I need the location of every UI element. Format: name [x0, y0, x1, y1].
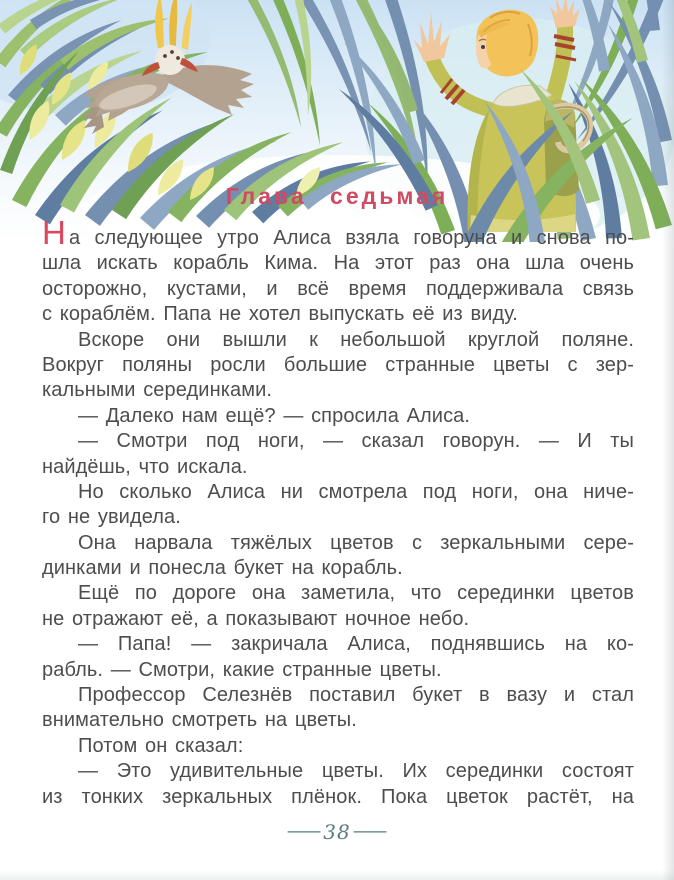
text-line: внимательно смотреть на цветы. [42, 709, 357, 732]
text-line: Потом он сказал: [78, 734, 244, 757]
text-line: На следующее утро Алиса взяла говоруна и снова по- [42, 214, 634, 251]
footer-dash-right: — [351, 818, 388, 842]
paragraph [42, 214, 634, 328]
paragraph [42, 531, 634, 582]
page-number: 38 [323, 820, 351, 844]
paragraph [42, 328, 634, 404]
chapter-title: Глава седьмая [225, 183, 449, 209]
text-line: из тонких зеркальных плёнок. Пока цветок растёт, на [42, 785, 634, 808]
text-line: — Папа! — закричала Алиса, поднявшись на ко- [78, 633, 634, 656]
text-line: шла искать корабль Кима. На этот раз она шла очень [42, 252, 634, 275]
text-line: динками и понесла букет на корабль. [42, 557, 403, 580]
text-line: с кораблём. Папа не хотел выпускать её из виду. [42, 303, 518, 326]
paragraph [42, 480, 634, 531]
text-line: найдёшь, что искала. [42, 455, 248, 478]
text-line: не отражают её, а показывают ночное небо. [42, 607, 470, 630]
text-line: Ещё по дороге она заметила, что серединки цветов [78, 582, 634, 605]
paragraph [42, 429, 634, 480]
text-line: Вскоре они вышли к небольшой круглой поляне. [78, 328, 634, 351]
text-line: — Далеко нам ещё? — спросила Алиса. [78, 404, 471, 427]
paragraph [42, 734, 634, 759]
paragraph [42, 632, 634, 683]
text-line: рабль. — Смотри, какие странные цветы. [42, 658, 442, 681]
text-line: Вокруг поляны росли большие странные цветы с зер- [42, 353, 634, 376]
paragraph [42, 683, 634, 734]
page-footer [0, 820, 674, 844]
footer-dash-left: — [286, 818, 323, 842]
drop-cap: Н [42, 214, 66, 251]
text-line: го не увидела. [42, 506, 181, 529]
body-text [42, 214, 634, 810]
text-line: кальными серединками. [42, 379, 273, 402]
text-line: Но сколько Алиса ни смотрела под ноги, она ниче- [78, 480, 634, 503]
page-bottom-shadow [0, 870, 674, 880]
paragraph [42, 759, 634, 810]
text-line: — Смотри под ноги, — сказал говорун. — И ты [78, 430, 634, 453]
text-line: Она нарвала тяжёлых цветов с зеркальными сере- [78, 531, 634, 554]
text-line: осторожно, кустами, и всё время поддерживала связь [42, 277, 634, 300]
text-line: — Это удивительные цветы. Их серединки состоят [78, 760, 634, 783]
paragraph [42, 581, 634, 632]
paragraph [42, 404, 634, 429]
text-line: Профессор Селезнёв поставил букет в вазу и стал [78, 684, 634, 707]
